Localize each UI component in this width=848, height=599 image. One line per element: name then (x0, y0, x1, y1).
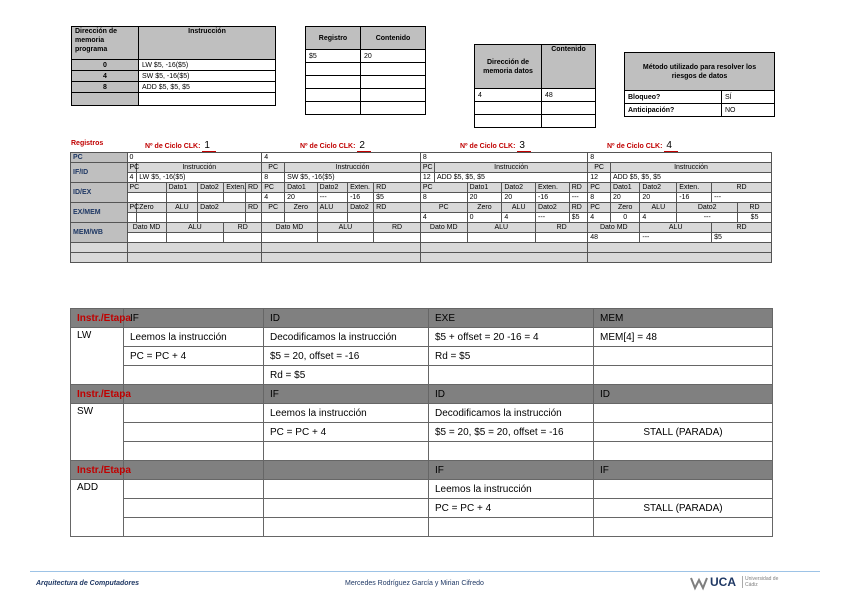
data-value (542, 102, 596, 115)
memwb-datomd (262, 233, 317, 243)
header-content: Contenido (361, 27, 426, 50)
idex-h-dato1: Dato1 (467, 183, 502, 193)
stage-if: IF (124, 309, 264, 328)
add-cell (429, 518, 594, 537)
exmem-rd (245, 213, 261, 223)
data-value (542, 115, 596, 128)
register-name (306, 89, 361, 102)
memwb-h-rd: RD (536, 223, 588, 233)
register-value (361, 76, 426, 89)
exmem-h-dato2: Dato2 (677, 203, 738, 213)
exmem-h-rd: RD (245, 203, 261, 213)
exmem-zero: 0 (467, 213, 502, 223)
exmem-h-zero: Zero (137, 203, 166, 213)
sw-cell (429, 442, 594, 461)
idex-dato1: 20 (285, 193, 318, 203)
prog-instruction: SW $5, -16($5) (139, 71, 276, 82)
idex-h-dato2: Dato2 (317, 183, 347, 193)
idex-h-rd: RD (245, 183, 261, 193)
cycle-4-label: Nº de Ciclo CLK: 4 (607, 140, 678, 151)
ifid-instr: LW $5, -16($5) (137, 173, 262, 183)
pc-value-2: 4 (262, 153, 421, 163)
reg-label-idex: ID/EX (71, 183, 128, 203)
register-name: $5 (306, 50, 361, 63)
memwb-alu: --- (640, 233, 712, 243)
ifid-h-pc: PC (420, 163, 434, 173)
pc-value-1: 0 (127, 153, 262, 163)
memwb-datomd: 48 (588, 233, 640, 243)
ifid-instr: SW $5, -16($5) (285, 173, 421, 183)
sw-stage: ID (594, 385, 773, 404)
spacer-row (71, 243, 128, 253)
idex-dato2 (198, 193, 224, 203)
idex-dato1: 20 (467, 193, 502, 203)
sw-cell (594, 404, 773, 423)
memwb-h-alu: ALU (317, 223, 374, 233)
exmem-pc: 4 (420, 213, 467, 223)
idex-h-rd: RD (712, 183, 772, 193)
exmem-alu: 4 (640, 213, 677, 223)
register-value: 20 (361, 50, 426, 63)
ifid-h-instr: Instrucción (611, 163, 772, 173)
exmem-h-alu: ALU (502, 203, 536, 213)
anticipacion-label: Anticipación? (625, 104, 722, 117)
exmem-h-alu: ALU (317, 203, 347, 213)
memwb-rd (374, 233, 421, 243)
sw-cell (124, 423, 264, 442)
idex-rd: --- (569, 193, 587, 203)
ifid-h-pc: PC (588, 163, 611, 173)
sw-cell (264, 442, 429, 461)
add-cell (594, 518, 773, 537)
memwb-h-alu: ALU (467, 223, 535, 233)
uca-logo-text: UCA (710, 575, 736, 589)
idex-h-dato2: Dato2 (198, 183, 224, 193)
idex-dato2: --- (317, 193, 347, 203)
exmem-zero: 0 (611, 213, 640, 223)
prog-instruction: ADD $5, $5, $5 (139, 82, 276, 93)
add-cell (124, 499, 264, 518)
exmem-pc (127, 213, 137, 223)
lw-cell (124, 366, 264, 385)
ifid-pc: 4 (127, 173, 137, 183)
reg-label-memwb: MEM/WB (71, 223, 128, 243)
memwb-h-rd: RD (374, 223, 421, 233)
exmem-h-rd: RD (374, 203, 421, 213)
register-name (306, 76, 361, 89)
memwb-rd (536, 233, 588, 243)
exmem-h-dato2: Dato2 (198, 203, 246, 213)
exmem-pc: 4 (588, 213, 611, 223)
ifid-h-instr: Instrucción (137, 163, 262, 173)
cycle-2-label: Nº de Ciclo CLK: 2 (300, 140, 371, 151)
registros-label: Registros (71, 140, 104, 147)
idex-rd: --- (712, 193, 772, 203)
exmem-h-pc: PC (588, 203, 611, 213)
memwb-h-rd: RD (712, 223, 772, 233)
lw-cell: Rd = $5 (264, 366, 429, 385)
data-address: 4 (475, 89, 542, 102)
stage-table (70, 308, 773, 537)
register-value (361, 89, 426, 102)
lw-cell: PC = PC + 4 (124, 347, 264, 366)
pipeline-registers (70, 152, 772, 263)
footer-divider (30, 571, 820, 572)
exmem-alu (317, 213, 347, 223)
idex-pc: 8 (420, 193, 467, 203)
idex-dato2: 20 (502, 193, 536, 203)
exmem-h-dato2: Dato2 (536, 203, 570, 213)
sw-stage (124, 385, 264, 404)
idex-h-exten: Exten. (677, 183, 712, 193)
exmem-zero (285, 213, 318, 223)
exmem-h-pc: PC (420, 203, 467, 213)
lw-cell: $5 + offset = 20 -16 = 4 (429, 328, 594, 347)
sw-cell (124, 442, 264, 461)
sw-stall: STALL (PARADA) (594, 423, 773, 442)
prog-address: 0 (72, 60, 139, 71)
add-cell (264, 499, 429, 518)
memwb-alu (317, 233, 374, 243)
sw-cell: $5 = 20, $5 = 20, offset = -16 (429, 423, 594, 442)
add-stage (264, 461, 429, 480)
idex-exten: -16 (348, 193, 374, 203)
lw-cell (594, 347, 773, 366)
exmem-h-zero: Zero (285, 203, 318, 213)
lw-cell: $5 = 20, offset = -16 (264, 347, 429, 366)
memwb-h-rd: RD (224, 223, 262, 233)
idex-exten: -16 (677, 193, 712, 203)
memwb-h-datomd: Dato MD (588, 223, 640, 233)
stage-mem: MEM (594, 309, 773, 328)
add-stage: IF (429, 461, 594, 480)
ifid-h-instr: Instrucción (285, 163, 421, 173)
memwb-h-datomd: Dato MD (420, 223, 467, 233)
cycle-1-label: Nº de Ciclo CLK: 1 (145, 140, 216, 151)
exmem-alu: 4 (502, 213, 536, 223)
idex-pc: 4 (262, 193, 285, 203)
exmem-h-pc: PC (262, 203, 285, 213)
method-title: Método utilizado para resolver los riesgos de datos (625, 53, 775, 91)
cycle-3-label: Nº de Ciclo CLK: 3 (460, 140, 531, 151)
instr-sw: SW (71, 404, 124, 461)
reg-label-pc: PC (71, 153, 128, 163)
data-address (475, 102, 542, 115)
exmem-h-zero: Zero (467, 203, 502, 213)
exmem-h-alu: ALU (166, 203, 198, 213)
add-stage: IF (594, 461, 773, 480)
reg-label-ifid: IF/ID (71, 163, 128, 183)
idex-pc: 8 (588, 193, 611, 203)
add-cell (124, 518, 264, 537)
program-table (71, 26, 276, 106)
add-cell: Leemos la instrucción (429, 480, 594, 499)
ifid-pc: 12 (420, 173, 434, 183)
register-name (306, 63, 361, 76)
exmem-h-rd: RD (569, 203, 587, 213)
footer-authors: Mercedes Rodríguez García y Mirian Cifredo (345, 580, 484, 587)
memwb-h-alu: ALU (166, 223, 224, 233)
instr-lw: LW (71, 328, 124, 385)
exmem-h-dato2: Dato2 (348, 203, 374, 213)
stage-id: ID (264, 309, 429, 328)
lw-cell: Decodificamos la instrucción (264, 328, 429, 347)
exmem-rd: $5 (569, 213, 587, 223)
prog-instruction: LW $5, -16($5) (139, 60, 276, 71)
memwb-h-datomd: Dato MD (127, 223, 166, 233)
add-cell (124, 480, 264, 499)
exmem-dato2: --- (536, 213, 570, 223)
register-name (306, 102, 361, 115)
exmem-dato2: --- (677, 213, 738, 223)
exmem-dato2 (198, 213, 246, 223)
ifid-h-pc: PC (262, 163, 285, 173)
idex-pc (127, 193, 166, 203)
ifid-instr: ADD $5, $5, $5 (611, 173, 772, 183)
idex-h-rd: RD (569, 183, 587, 193)
ifid-pc: 8 (262, 173, 285, 183)
memwb-rd (224, 233, 262, 243)
etapa-label: Instr./Etapa (71, 309, 124, 328)
prog-address (72, 93, 139, 106)
lw-cell: Rd = $5 (429, 347, 594, 366)
prog-address: 4 (72, 71, 139, 82)
idex-h-dato2: Dato2 (640, 183, 677, 193)
idex-h-pc: PC (262, 183, 285, 193)
idex-h-pc: PC (127, 183, 166, 193)
spacer-row (71, 253, 128, 263)
bloqueo-label: Bloqueo? (625, 91, 722, 104)
reg-label-exmem: EX/MEM (71, 203, 128, 223)
etapa-label: Instr./Etapa (71, 461, 124, 480)
memwb-h-alu: ALU (640, 223, 712, 233)
add-cell (264, 480, 429, 499)
add-stall: STALL (PARADA) (594, 499, 773, 518)
idex-h-exten: Exten. (224, 183, 246, 193)
idex-h-rd: RD (374, 183, 421, 193)
idex-exten: -16 (536, 193, 570, 203)
stage-exe: EXE (429, 309, 594, 328)
add-cell (264, 518, 429, 537)
data-memory-table (474, 44, 596, 128)
memwb-rd: $5 (712, 233, 772, 243)
header-register: Registro (306, 27, 361, 50)
sw-stage: IF (264, 385, 429, 404)
pc-value-3: 8 (420, 153, 587, 163)
idex-dato1: 20 (611, 193, 640, 203)
memwb-alu (166, 233, 224, 243)
idex-exten (224, 193, 246, 203)
memwb-alu (467, 233, 535, 243)
data-address (475, 115, 542, 128)
etapa-label: Instr./Etapa (71, 385, 124, 404)
exmem-alu (166, 213, 198, 223)
add-cell: PC = PC + 4 (429, 499, 594, 518)
ifid-h-pc: PC (127, 163, 137, 173)
uca-logo-subtext: Universidad de Cádiz (742, 576, 781, 588)
exmem-pc (262, 213, 285, 223)
method-table (624, 52, 775, 117)
idex-dato2: 20 (640, 193, 677, 203)
idex-h-dato1: Dato1 (166, 183, 198, 193)
uca-crest-icon (690, 576, 708, 590)
exmem-rd (374, 213, 421, 223)
lw-cell (429, 366, 594, 385)
header-data-address: Dirección de memoria datos (475, 45, 542, 89)
idex-h-exten: Exten. (536, 183, 570, 193)
data-value: 48 (542, 89, 596, 102)
exmem-rd: $5 (738, 213, 772, 223)
idex-h-pc: PC (588, 183, 611, 193)
register-value (361, 63, 426, 76)
exmem-dato2 (348, 213, 374, 223)
add-cell (594, 480, 773, 499)
idex-h-dato2: Dato2 (502, 183, 536, 193)
header-prog-address: Dirección de memoria programa (72, 27, 139, 60)
ifid-h-instr: Instrucción (435, 163, 588, 173)
exmem-zero (137, 213, 166, 223)
anticipacion-value: NO (722, 104, 775, 117)
idex-h-pc: PC (420, 183, 467, 193)
lw-cell: Leemos la instrucción (124, 328, 264, 347)
exmem-h-alu: ALU (640, 203, 677, 213)
idex-dato1 (166, 193, 198, 203)
memwb-datomd (420, 233, 467, 243)
add-stage (124, 461, 264, 480)
sw-cell: Decodificamos la instrucción (429, 404, 594, 423)
pc-value-4: 8 (588, 153, 772, 163)
uca-logo (690, 575, 780, 591)
prog-address: 8 (72, 82, 139, 93)
register-table (305, 26, 426, 115)
header-instruction: Instrucción (139, 27, 276, 60)
idex-h-exten: Exten. (348, 183, 374, 193)
idex-h-dato1: Dato1 (285, 183, 318, 193)
idex-rd: $5 (374, 193, 421, 203)
memwb-h-datomd: Dato MD (262, 223, 317, 233)
exmem-h-rd: RD (738, 203, 772, 213)
prog-instruction (139, 93, 276, 106)
header-data-content: Contenido (542, 45, 596, 89)
exmem-h-zero: Zero (611, 203, 640, 213)
sw-cell (124, 404, 264, 423)
exmem-h-pc: PC (127, 203, 137, 213)
memwb-datomd (127, 233, 166, 243)
ifid-instr: ADD $5, $5, $5 (435, 173, 588, 183)
lw-cell: MEM[4] = 48 (594, 328, 773, 347)
idex-rd (245, 193, 261, 203)
instr-add: ADD (71, 480, 124, 537)
sw-cell: Leemos la instrucción (264, 404, 429, 423)
register-value (361, 102, 426, 115)
lw-cell (594, 366, 773, 385)
sw-cell (594, 442, 773, 461)
footer-course: Arquitectura de Computadores (36, 580, 140, 587)
bloqueo-value: SÍ (722, 91, 775, 104)
idex-h-dato1: Dato1 (611, 183, 640, 193)
sw-cell: PC = PC + 4 (264, 423, 429, 442)
ifid-pc: 12 (588, 173, 611, 183)
sw-stage: ID (429, 385, 594, 404)
